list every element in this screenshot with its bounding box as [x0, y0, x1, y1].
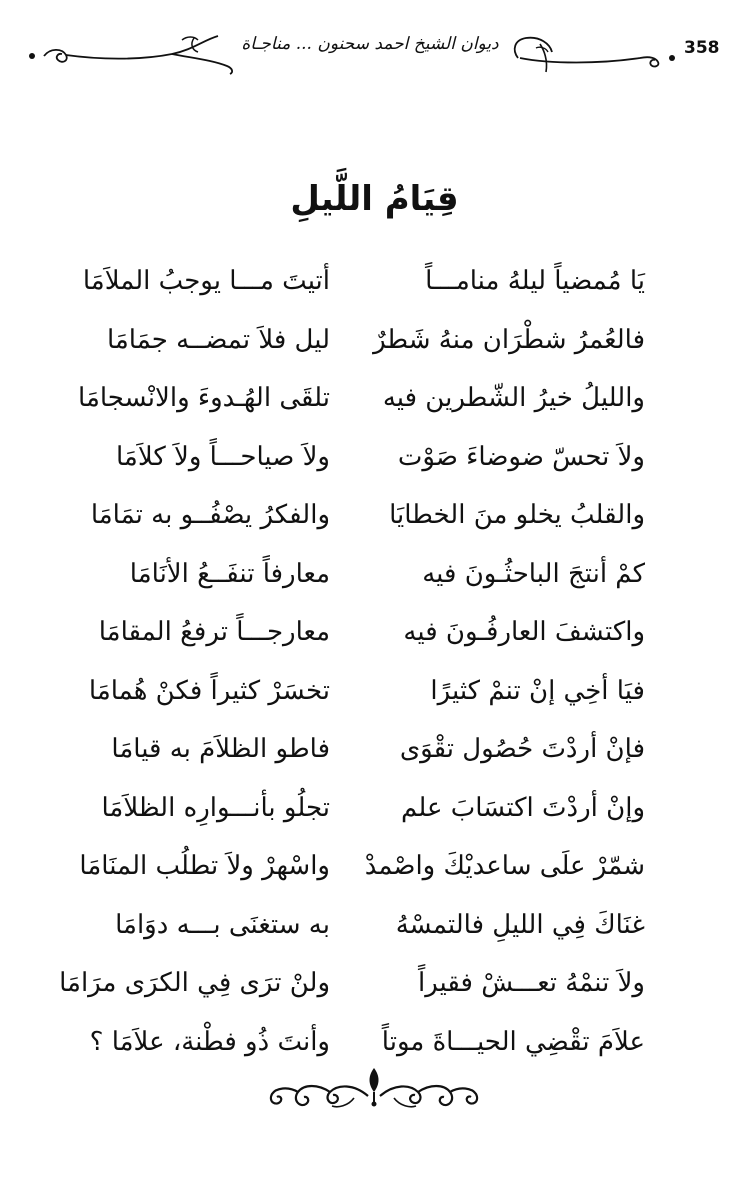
verse-second-hemistich: به ستغنَى بـــه دوَامَا [115, 909, 330, 940]
verse-first-hemistich: فإنْ أردْتَ حُصُول تقْوَى [399, 734, 645, 764]
verse-second-hemistich: فاطو الظلاَمَ به قيامَا [111, 734, 330, 764]
page-number: 358 [684, 38, 720, 58]
verse-first-hemistich: غنَاكَ فِي الليلِ فالتمسْهُ [395, 909, 645, 940]
page-header [0, 22, 749, 82]
verse-line [90, 485, 645, 544]
verse-first-hemistich: ولاَ تحسّ ضوضاءَ صَوْت [397, 441, 645, 472]
verse-line [88, 661, 645, 720]
verse-second-hemistich: ولاَ صياحـــاً ولاَ كلاَمَا [116, 441, 330, 472]
verse-line [100, 602, 645, 661]
verse-line [100, 778, 645, 837]
verse-line [78, 368, 645, 427]
fleuron-ornament-icon [258, 1062, 490, 1116]
running-title: ديوان الشيخ احمد سحنون ... مناجـاة [241, 34, 499, 54]
verse-first-hemistich: فالعُمرُ شطْرَان منهُ شَطرٌ [373, 324, 645, 355]
verse-second-hemistich: والفكرُ يصْفُــو به تمَامَا [90, 500, 330, 530]
verse-first-hemistich: علاَمَ تقْضِي الحيـــاةَ موتاً [381, 1026, 645, 1057]
verse-second-hemistich: تجلُو بأنـــوارِه الظلاَمَا [101, 792, 330, 823]
scroll-ornament-left-icon [22, 28, 237, 78]
verse-second-hemistich: معارفاً تنفَــعُ الأنَامَا [129, 558, 330, 589]
verse-line [82, 251, 645, 310]
verse-second-hemistich: ليل فلاَ تمضــه جمَامَا [106, 324, 330, 355]
verse-first-hemistich: وإنْ أردْتَ اكتسَابَ علم [401, 792, 645, 823]
verse-second-hemistich: أتيتَ مـــا يوجبُ الملاَمَا [82, 266, 330, 296]
scroll-ornament-right-icon [500, 28, 680, 78]
verse-first-hemistich: فيَا أخِي إنْ تنمْ كثيرًا [430, 675, 645, 706]
verse-first-hemistich: ولاَ تنمْهُ تعـــشْ فقيراً [417, 968, 645, 998]
verse-second-hemistich: تخسَرْ كثيراً فكنْ هُمامَا [88, 675, 330, 706]
verse-first-hemistich: والقلبُ يخلو منَ الخطايَا [389, 500, 645, 530]
verse-first-hemistich: واكتشفَ العارفُـونَ فيه [403, 617, 645, 647]
verse-first-hemistich: شمّرْ علَى ساعديْكَ واصْمدْ [364, 851, 645, 881]
verse-line [100, 719, 645, 778]
verse-line [79, 836, 645, 895]
verse-second-hemistich: وأنتَ ذُو فطْنة، علاَمَا ؟ [89, 1026, 330, 1057]
verse-line [59, 953, 645, 1012]
poem-verses [59, 251, 645, 1070]
verse-second-hemistich: تلقَى الهُـدوءَ والانْسجامَا [78, 383, 330, 413]
verse-first-hemistich: والليلُ خيرُ الشّطرين فيه [382, 383, 645, 413]
verse-line [100, 310, 645, 369]
verse-second-hemistich: ولنْ ترَى فِي الكرَى مرَامَا [59, 968, 330, 998]
verse-second-hemistich: واسْهرْ ولاَ تطلُب المنَامَا [79, 851, 330, 881]
verse-second-hemistich: معارجـــاً ترفعُ المقامَا [98, 617, 330, 647]
verse-line [100, 427, 645, 486]
verse-line [100, 544, 645, 603]
verse-line [100, 895, 645, 954]
verse-first-hemistich: يَا مُمضياً ليلهُ منامـــاً [425, 266, 645, 296]
verse-first-hemistich: كمْ أنتجَ الباحثُـونَ فيه [422, 558, 645, 589]
poem-title: قِيَامُ اللَّيلِ [290, 179, 459, 219]
